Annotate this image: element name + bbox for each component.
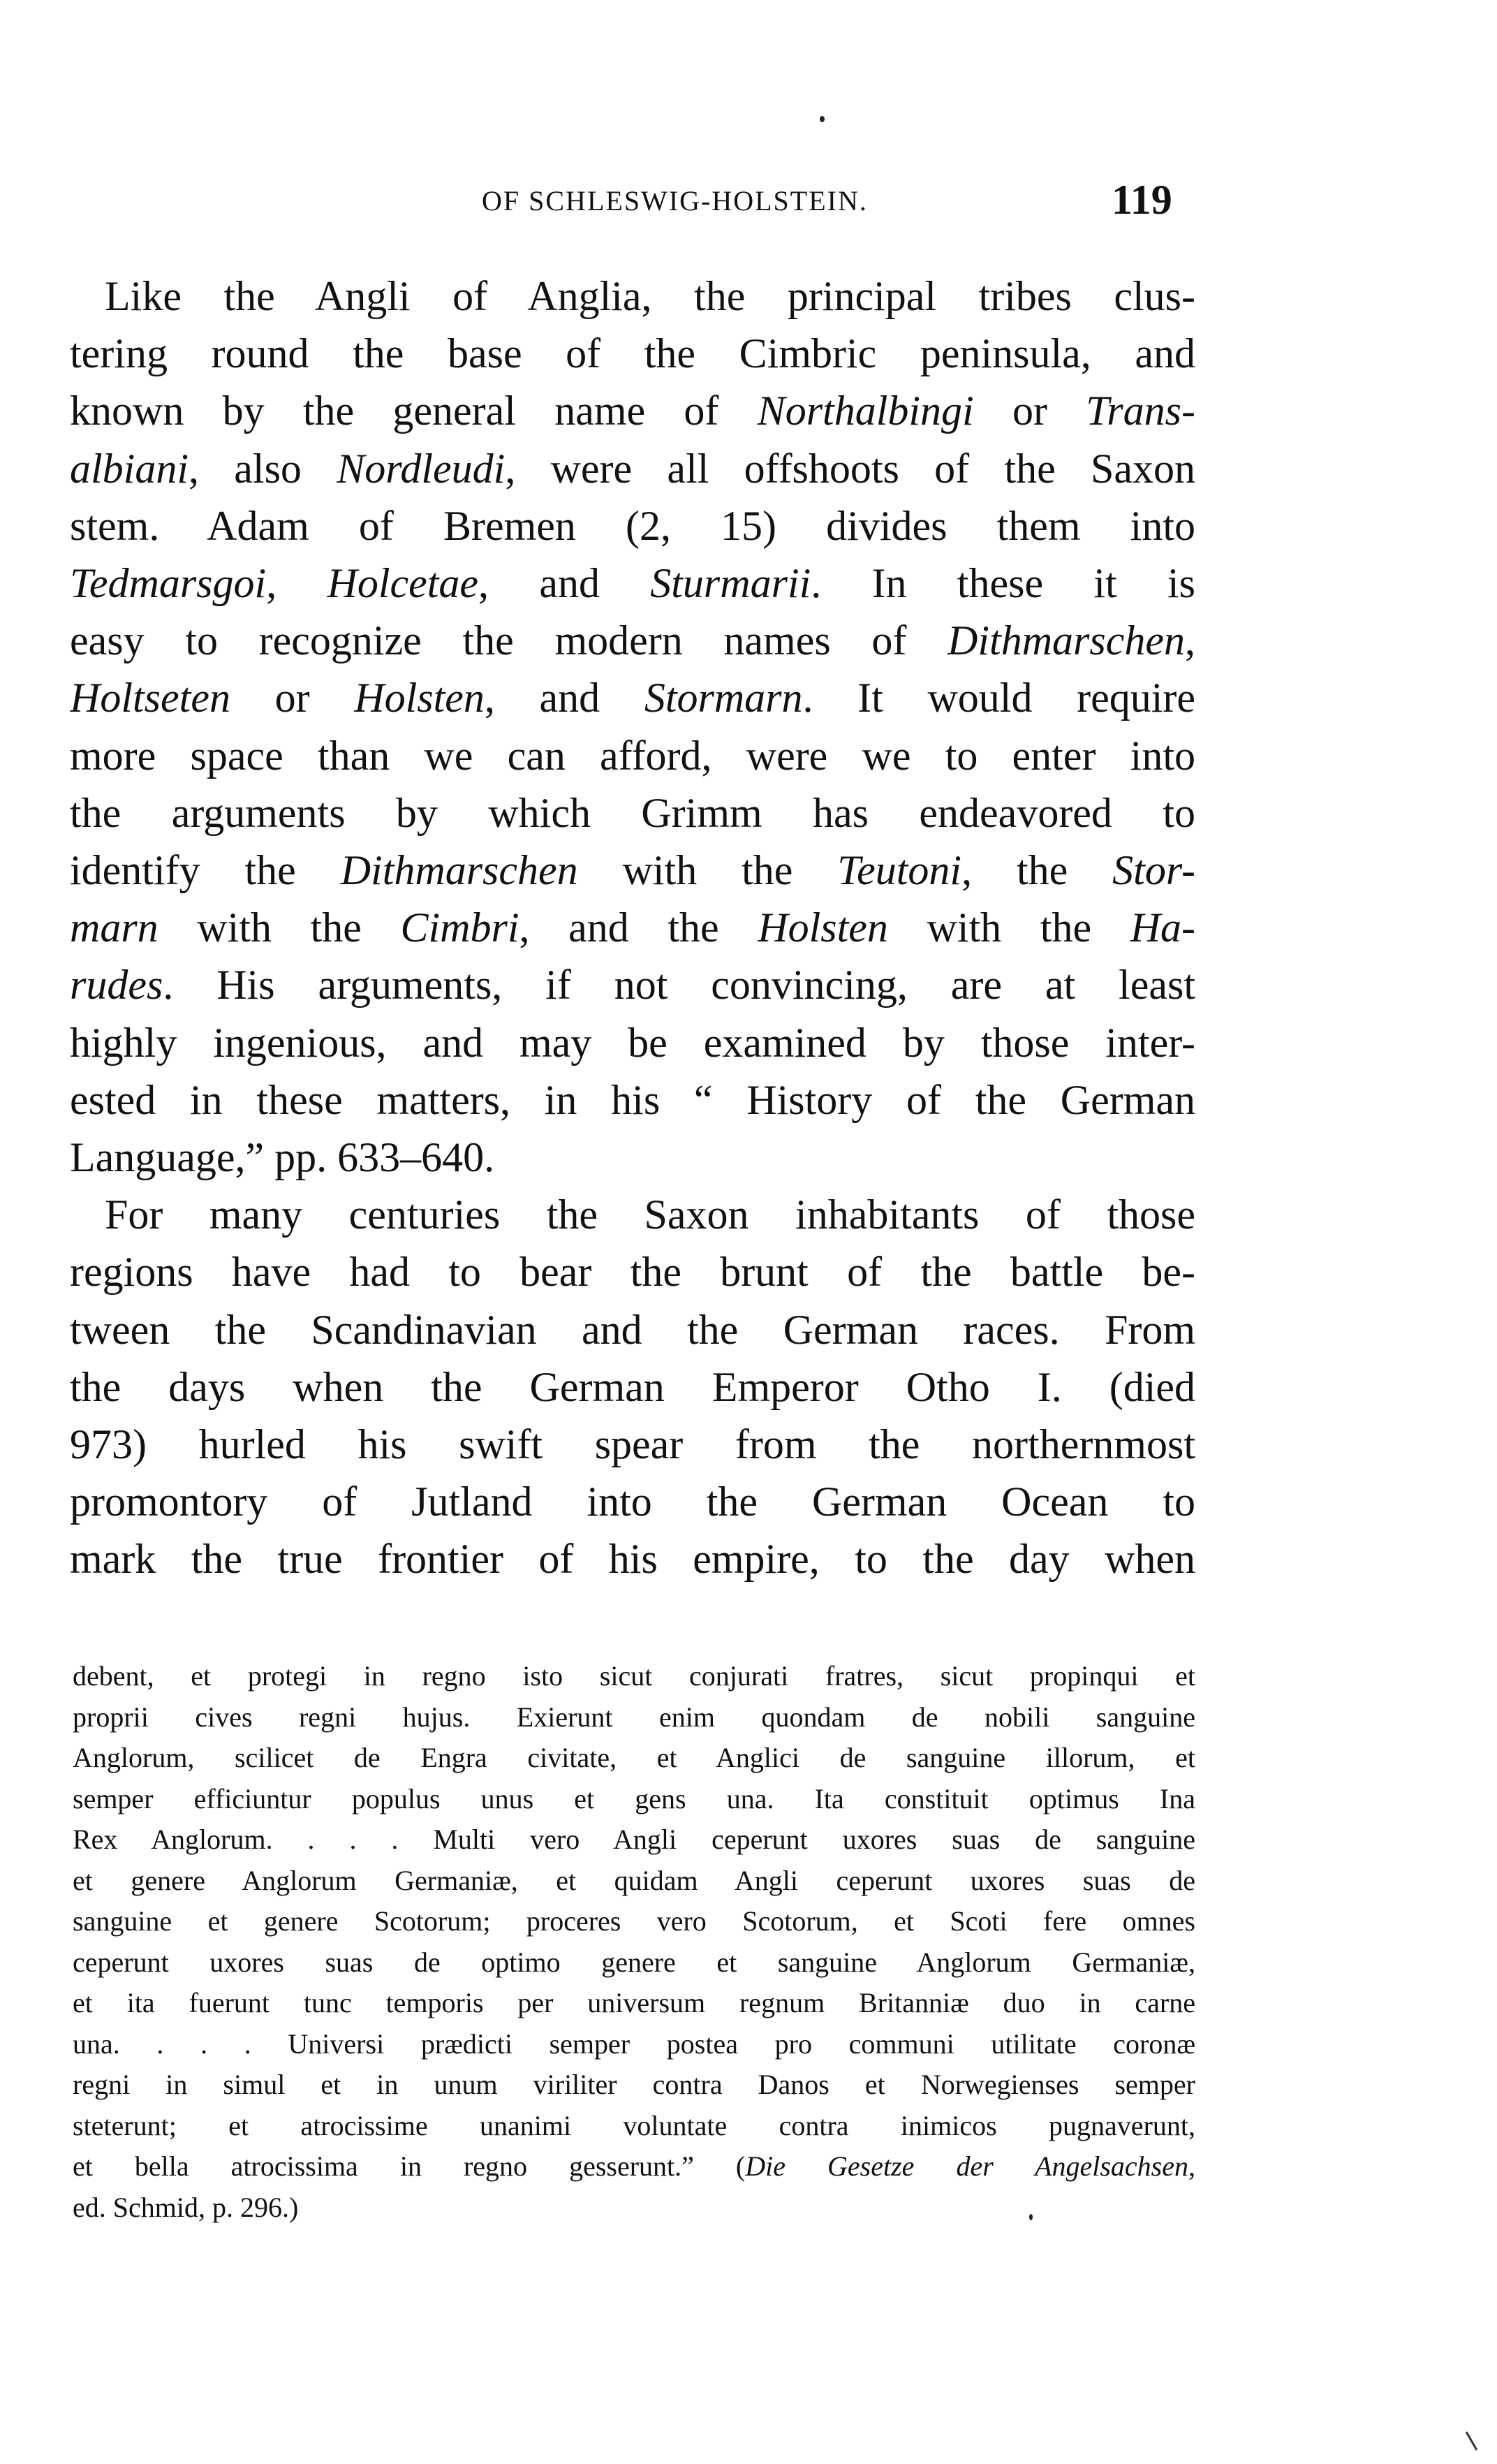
- body-line: [70, 1473, 1195, 1530]
- text-run: , also: [189, 445, 337, 492]
- text-run: identify the: [70, 847, 341, 894]
- text-run: proprii cives regni hujus. Exierunt enim quondam de nobili sanguine: [73, 1701, 1195, 1733]
- text-run: more space than we can afford, were we to enter into: [70, 732, 1195, 779]
- text-run: 973) hurled his swift spear from the northernmost: [70, 1421, 1195, 1468]
- italic-text: marn: [70, 904, 158, 951]
- text-run: sanguine et genere Scotorum; proceres vero Scotorum, et Scoti fere omnes: [73, 1905, 1195, 1937]
- text-run: easy to recognize the modern names of: [70, 617, 948, 664]
- footnote-line: [73, 1942, 1195, 1983]
- body-line: [70, 440, 1195, 497]
- text-run: , and: [484, 675, 644, 721]
- body-line: [70, 1186, 1195, 1243]
- body-line: [70, 956, 1195, 1013]
- text-run: steterunt; et atrocissime unanimi voluntate contra inimicos pugnaverunt,: [73, 2109, 1195, 2141]
- body-line: [70, 1416, 1195, 1473]
- text-run: , were all offshoots of the Saxon: [505, 445, 1195, 492]
- body-line: [70, 497, 1195, 555]
- text-run: with the: [577, 847, 838, 894]
- text-run: una. . . . Universi prædicti semper postea pro communi utilitate coronæ: [73, 2027, 1195, 2060]
- body-line: [70, 842, 1195, 899]
- text-run: Like the Angli of Anglia, the principal tribes clus-: [105, 273, 1195, 319]
- footnote-line: [73, 1779, 1195, 1820]
- text-run: ,: [1188, 2150, 1195, 2182]
- italic-text: Holsten: [354, 675, 485, 721]
- italic-text: Dithmarschen: [340, 847, 578, 894]
- footnote-line: [73, 2106, 1195, 2147]
- text-run: Rex Anglorum. . . . Multi vero Angli ceperunt uxores suas de sanguine: [73, 1824, 1195, 1855]
- text-run: Language,” pp. 633–640.: [70, 1134, 495, 1181]
- body-line: [70, 267, 1195, 325]
- footnote-line: [73, 1819, 1195, 1861]
- italic-text: Tedmarsgoi: [70, 560, 267, 607]
- body-line: [70, 1014, 1195, 1071]
- footnote-line: [73, 2024, 1195, 2065]
- footnote-line: [73, 2187, 1195, 2229]
- text-run: semper efficiuntur populus unus et gens una. Ita constituit optimus Ina: [73, 1782, 1195, 1814]
- body-line: [70, 1358, 1195, 1416]
- body-text: [70, 267, 1195, 1588]
- body-line: [70, 1071, 1195, 1129]
- text-run: ed. Schmid, p. 296.): [73, 2191, 299, 2223]
- text-run: Anglorum, scilicet de Engra civitate, et Anglici de sanguine illorum, et: [73, 1742, 1195, 1773]
- body-line: [70, 899, 1195, 956]
- page-header: [0, 176, 1497, 225]
- body-line: [70, 325, 1195, 382]
- text-run: with the: [158, 904, 401, 951]
- text-run: , and: [478, 560, 651, 607]
- text-run: et ita fuerunt tunc temporis per universum regnum Britanniæ duo in carne: [73, 1987, 1195, 2018]
- italic-text: Stor-: [1112, 847, 1195, 894]
- body-line: [70, 555, 1195, 612]
- italic-text: Ha-: [1130, 904, 1195, 951]
- italic-text: Trans-: [1086, 388, 1195, 434]
- text-run: ,: [266, 560, 327, 607]
- page-number: 119: [1112, 177, 1172, 223]
- italic-text: Dithmarschen: [947, 617, 1185, 664]
- footnote-line: [73, 1656, 1195, 1697]
- text-run: tering round the base of the Cimbric peninsula, and: [70, 330, 1195, 377]
- body-line: [70, 669, 1195, 726]
- text-run: , the: [961, 847, 1113, 894]
- text-run: For many centuries the Saxon inhabitants of those: [105, 1191, 1195, 1238]
- body-line: [70, 727, 1195, 784]
- footnote-line: [73, 2065, 1195, 2106]
- footnote-line: [73, 1983, 1195, 2024]
- footnote-line: [73, 1697, 1195, 1738]
- footnote: [73, 1656, 1195, 2228]
- italic-text: Holcetae: [327, 560, 479, 607]
- text-run: ,: [1185, 617, 1195, 664]
- body-line: [70, 612, 1195, 669]
- text-run: et bella atrocissima in regno gesserunt.” (: [73, 2150, 746, 2182]
- italic-text: Cimbri: [400, 904, 519, 951]
- text-run: known by the general name of: [70, 388, 758, 434]
- text-run: tween the Scandinavian and the German races. From: [70, 1306, 1195, 1353]
- text-run: debent, et protegi in regno isto sicut conjurati fratres, sicut propinqui et: [73, 1660, 1195, 1692]
- edge-mark: [1466, 2431, 1478, 2450]
- text-run: stem. Adam of Bremen (2, 15) divides them into: [70, 502, 1195, 549]
- text-run: , and the: [519, 904, 758, 951]
- body-line: [70, 382, 1195, 439]
- running-title: OF SCHLESWIG-HOLSTEIN.: [482, 185, 868, 217]
- italic-text: Holtseten: [70, 675, 230, 721]
- text-run: . In these it is: [811, 560, 1195, 607]
- text-run: the days when the German Emperor Otho I. (died: [70, 1363, 1195, 1410]
- body-line: [70, 784, 1195, 842]
- footnote-line: [73, 1738, 1195, 1779]
- footnote-line: [73, 2146, 1195, 2187]
- text-run: et genere Anglorum Germaniæ, et quidam Angli ceperunt uxores suas de: [73, 1864, 1195, 1896]
- italic-text: albiani: [70, 445, 189, 492]
- footnote-line: [73, 1901, 1195, 1942]
- italic-text: Stormarn: [644, 675, 803, 721]
- text-run: ested in these matters, in his “ History of the German: [70, 1076, 1195, 1123]
- body-line: [70, 1530, 1195, 1587]
- text-run: . It would require: [802, 675, 1195, 721]
- italic-text: Northalbingi: [757, 388, 974, 434]
- text-run: . His arguments, if not convincing, are at least: [163, 962, 1195, 1009]
- italic-text: Die Gesetze der Angelsachsen: [745, 2150, 1189, 2182]
- text-run: mark the true frontier of his empire, to the day when: [70, 1536, 1195, 1583]
- body-line: [70, 1301, 1195, 1358]
- body-line: [70, 1243, 1195, 1300]
- italic-text: Teutoni: [837, 847, 962, 894]
- text-run: ceperunt uxores suas de optimo genere et sanguine Anglorum Germaniæ,: [73, 1946, 1195, 1978]
- speck-mark: [820, 116, 825, 122]
- italic-text: Nordleudi: [337, 445, 506, 492]
- italic-text: Holsten: [758, 904, 888, 951]
- text-run: or: [230, 675, 355, 721]
- text-run: or: [973, 388, 1086, 434]
- speck-mark: [1029, 2214, 1033, 2220]
- footnote-line: [73, 1861, 1195, 1902]
- text-run: highly ingenious, and may be examined by those inter-: [70, 1019, 1195, 1066]
- text-run: promontory of Jutland into the German Ocean to: [70, 1479, 1195, 1525]
- italic-text: rudes: [70, 962, 163, 1009]
- body-line: [70, 1129, 1195, 1186]
- text-run: the arguments by which Grimm has endeavored to: [70, 789, 1195, 836]
- italic-text: Sturmarii: [650, 560, 811, 607]
- text-run: regni in simul et in unum viriliter contra Danos et Norwegienses semper: [73, 2069, 1195, 2100]
- text-run: with the: [887, 904, 1130, 951]
- text-run: regions have had to bear the brunt of the battle be-: [70, 1249, 1195, 1296]
